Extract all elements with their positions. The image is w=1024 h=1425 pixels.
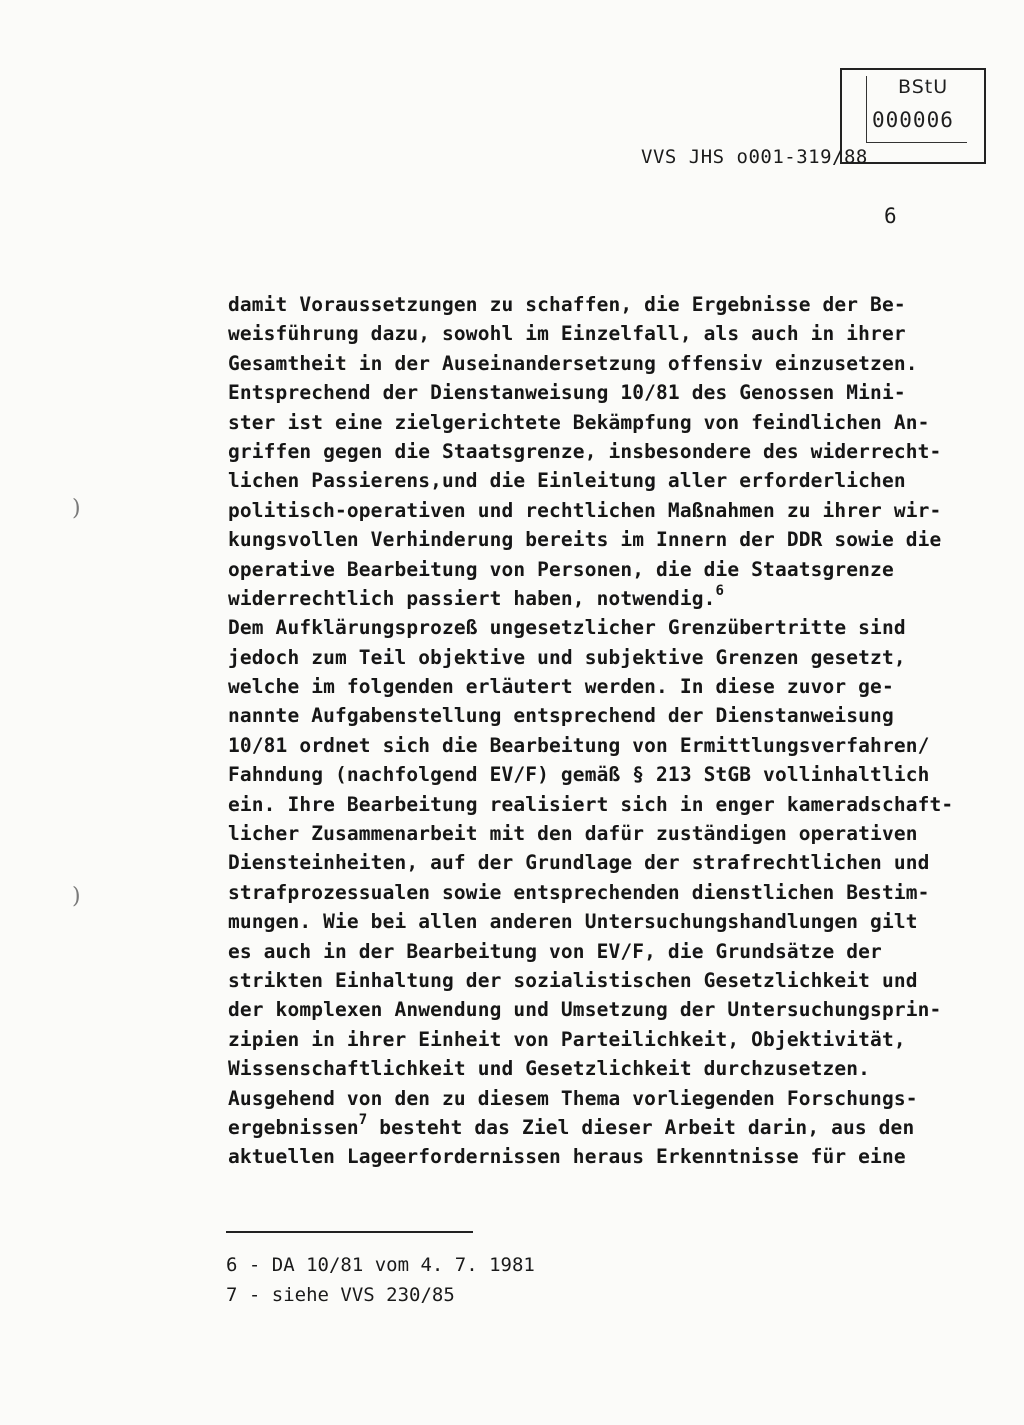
text-line: strikten Einhaltung der sozialistischen Gesetzlichkeit und [228,968,918,992]
text-line: Diensteinheiten, auf der Grundlage der strafrechtlichen und [228,851,930,875]
text-line: operative Bearbeitung von Personen, die die Staatsgrenze [228,557,894,581]
footnote-separator [226,1231,473,1233]
footnote-7: 7 - siehe VVS 230/85 [226,1284,455,1306]
footnote-6: 6 - DA 10/81 vom 4. 7. 1981 [226,1254,535,1276]
text-line: griffen gegen die Staatsgrenze, insbesondere des widerrecht- [228,439,942,463]
text-line: ein. Ihre Bearbeitung realisiert sich in enger kameradschaft- [228,792,954,816]
text-line: strafprozessualen sowie entsprechenden dienstlichen Bestim- [228,880,930,904]
text-line: es auch in der Bearbeitung von EV/F, die Grundsätze der [228,939,882,963]
text-line: kungsvollen Verhinderung bereits im Innern der DDR sowie die [228,528,942,552]
stamp-label: BStU [898,76,949,98]
punch-hole-mark: ) [72,884,81,909]
text-line: 10/81 ordnet sich die Bearbeitung von Ermittlungsverfahren/ [228,733,930,757]
text-line: jedoch zum Teil objektive und subjektive Grenzen gesetzt, [228,645,906,669]
text-line: politisch-operativen und rechtlichen Maßnahmen zu ihrer wir- [228,498,942,522]
text-line: licher Zusammenarbeit mit den dafür zuständigen operativen [228,822,918,846]
text-line: der komplexen Anwendung und Umsetzung der Untersuchungsprin- [228,998,942,1022]
text-line: Fahndung (nachfolgend EV/F) gemäß § 213 StGB vollinhaltlich [228,763,930,787]
text-line: Entsprechend der Dienstanweisung 10/81 des Genossen Mini- [228,381,906,405]
text-line: nannte Aufgabenstellung entsprechend der Dienstanweisung [228,704,894,728]
footnote-marker-7: 7 [358,1111,368,1128]
text-line-tail: besteht das Ziel dieser Arbeit darin, aus den [367,1115,915,1139]
text-line: lichen Passierens,und die Einleitung aller erforderlichen [228,469,906,493]
text-line: Ausgehend von den zu diesem Thema vorliegenden Forschungs- [228,1086,918,1110]
text-line-content: widerrechtlich passiert haben, notwendig. [228,586,716,610]
text-line: weisführung dazu, sowohl im Einzelfall, als auch in ihrer [228,322,906,346]
text-line-with-footnote [228,1113,968,1142]
document-reference: VVS JHS o001-319/88 [641,146,868,168]
text-line: Dem Aufklärungsprozeß ungesetzlicher Grenzübertritte sind [228,616,906,640]
text-line: aktuellen Lageerfordernissen heraus Erkenntnisse für eine [228,1145,906,1169]
text-line: Wissenschaftlichkeit und Gesetzlichkeit durchzusetzen. [228,1057,871,1081]
body-text [228,290,968,1172]
page-number: 6 [884,204,897,228]
text-line: ster ist eine zielgerichtete Bekämpfung von feindlichen An- [228,410,930,434]
text-line: mungen. Wie bei allen anderen Untersuchungshandlungen gilt [228,910,918,934]
text-line: welche im folgenden erläutert werden. In diese zuvor ge- [228,675,894,699]
punch-hole-mark: ) [72,496,81,521]
text-line: zipien in ihrer Einheit von Parteilichkeit, Objektivität, [228,1027,906,1051]
text-line-content: ergebnissen [228,1115,359,1139]
footnotes [226,1250,726,1310]
text-line: Gesamtheit in der Auseinandersetzung offensiv einzusetzen. [228,351,918,375]
stamp-number: 000006 [872,108,954,132]
footnote-marker-6: 6 [715,582,725,599]
text-line: damit Voraussetzungen zu schaffen, die Ergebnisse der Be- [228,293,906,316]
text-line-with-footnote [228,584,968,613]
